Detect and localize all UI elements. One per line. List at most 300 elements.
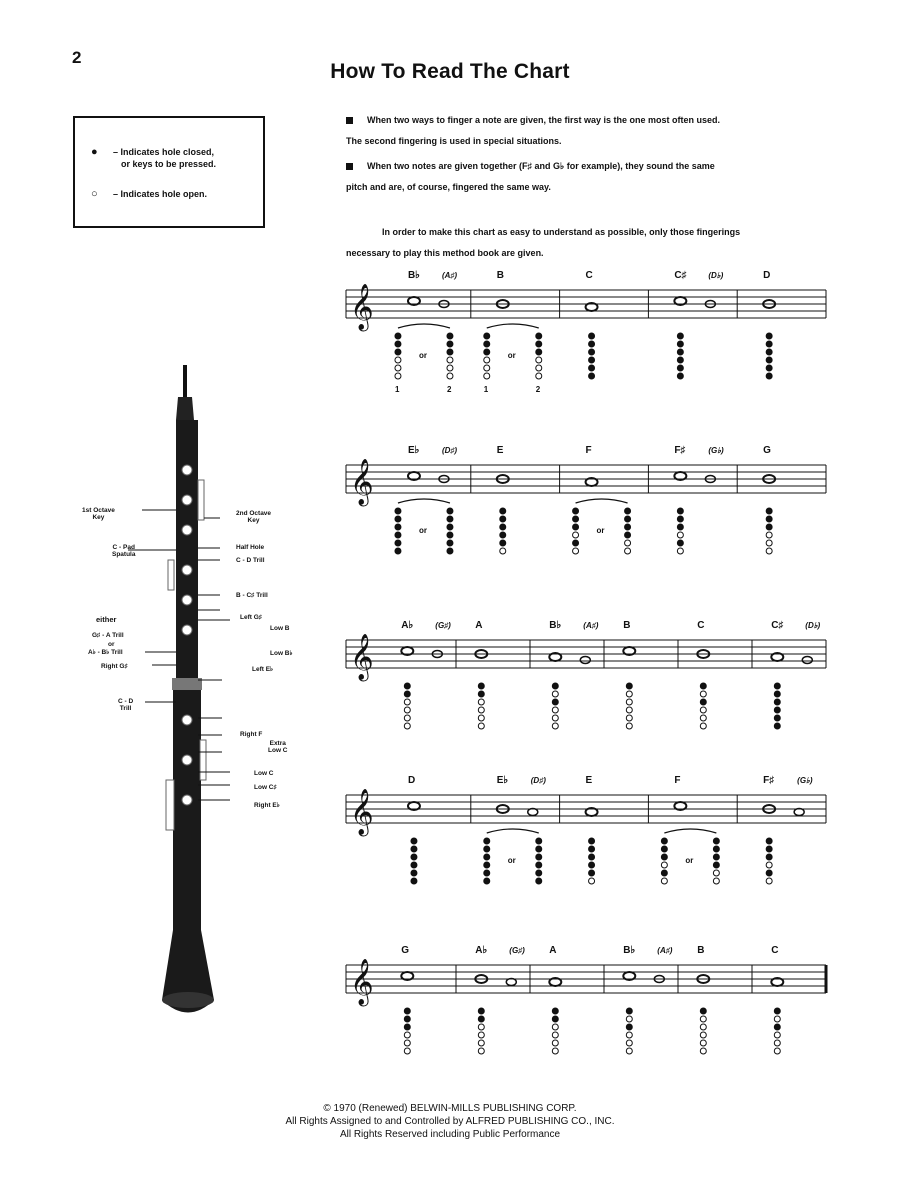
closed-hole-icon bbox=[589, 333, 595, 339]
open-hole-icon bbox=[625, 548, 631, 554]
oboe-label-or: or bbox=[108, 641, 115, 648]
closed-hole-icon bbox=[677, 508, 683, 514]
closed-hole-icon bbox=[484, 333, 490, 339]
open-hole-icon bbox=[677, 548, 683, 554]
note-name: C♯ bbox=[674, 270, 687, 281]
closed-hole-icon bbox=[500, 524, 506, 530]
note-name: F♯ bbox=[674, 445, 686, 456]
enharmonic-name: (D♭) bbox=[708, 271, 724, 280]
closed-hole-icon bbox=[589, 862, 595, 868]
closed-hole-icon bbox=[700, 699, 706, 705]
note-name: D bbox=[763, 270, 771, 281]
closed-hole-icon bbox=[500, 508, 506, 514]
alt-bracket bbox=[487, 324, 539, 328]
note-name: B♭ bbox=[549, 620, 562, 631]
closed-hole-icon bbox=[677, 349, 683, 355]
closed-hole-icon bbox=[700, 1008, 706, 1014]
note-name: G bbox=[401, 945, 410, 956]
open-hole-icon bbox=[395, 357, 401, 363]
open-hole-icon bbox=[484, 373, 490, 379]
closed-hole-icon bbox=[774, 1024, 780, 1030]
alt-bracket bbox=[398, 499, 450, 503]
open-hole-icon bbox=[478, 723, 484, 729]
enharmonic-note bbox=[580, 657, 590, 664]
alt-fingering-number: 1 bbox=[483, 385, 489, 394]
oboe-label-c-d-trill: C - D Trill bbox=[236, 557, 265, 564]
closed-hole-icon bbox=[766, 341, 772, 347]
closed-hole-icon bbox=[661, 854, 667, 860]
closed-hole-icon bbox=[447, 349, 453, 355]
closed-hole-icon bbox=[766, 357, 772, 363]
enharmonic-note bbox=[802, 657, 812, 664]
copyright bbox=[0, 1102, 900, 1141]
alt-fingering-number: 2 bbox=[446, 385, 452, 394]
closed-hole-icon bbox=[766, 838, 772, 844]
closed-hole-icon bbox=[536, 878, 542, 884]
enharmonic-note bbox=[506, 979, 516, 986]
open-hole-icon bbox=[552, 691, 558, 697]
closed-hole-icon bbox=[661, 870, 667, 876]
closed-hole-icon bbox=[395, 532, 401, 538]
note-name: D bbox=[407, 775, 416, 786]
oboe-label-right-f: Right F bbox=[240, 731, 263, 738]
closed-hole-icon bbox=[589, 373, 595, 379]
open-hole-icon bbox=[478, 1040, 484, 1046]
closed-hole-icon bbox=[713, 854, 719, 860]
closed-hole-icon bbox=[552, 1008, 558, 1014]
closed-hole-icon bbox=[395, 508, 401, 514]
closed-hole-icon bbox=[484, 862, 490, 868]
closed-hole-icon bbox=[447, 548, 453, 554]
open-hole-icon bbox=[626, 1016, 632, 1022]
closed-hole-icon bbox=[677, 333, 683, 339]
closed-hole-icon bbox=[447, 516, 453, 522]
open-hole-icon bbox=[700, 1024, 706, 1030]
closed-hole-icon bbox=[573, 524, 579, 530]
open-hole-icon bbox=[536, 373, 542, 379]
note-name: A♭ bbox=[475, 945, 488, 956]
enharmonic-name: (A♯) bbox=[583, 621, 599, 630]
enharmonic-note bbox=[528, 809, 538, 816]
note-name: G bbox=[763, 445, 771, 456]
closed-hole-icon bbox=[766, 373, 772, 379]
note-name: A bbox=[475, 620, 483, 631]
closed-hole-icon bbox=[573, 508, 579, 514]
enharmonic-name: (G♯) bbox=[509, 946, 525, 955]
oboe-label-either: either bbox=[96, 615, 117, 624]
closed-hole-icon bbox=[625, 532, 631, 538]
open-hole-icon bbox=[766, 548, 772, 554]
oboe-label-2nd-octave: 2nd Octave Key bbox=[236, 510, 272, 524]
oboe-label-left-eb: Left E♭ bbox=[252, 666, 274, 673]
closed-hole-icon bbox=[484, 838, 490, 844]
note-name: B♭ bbox=[623, 945, 636, 956]
open-hole-icon bbox=[404, 1048, 410, 1054]
closed-hole-icon bbox=[447, 508, 453, 514]
closed-hole-icon bbox=[774, 1008, 780, 1014]
closed-hole-icon bbox=[447, 524, 453, 530]
open-hole-icon bbox=[626, 707, 632, 713]
oboe-label-c-d-trill-2: C - D Trill bbox=[118, 698, 134, 712]
open-hole-icon bbox=[774, 1016, 780, 1022]
open-hole-icon bbox=[478, 1032, 484, 1038]
closed-hole-icon bbox=[626, 1024, 632, 1030]
closed-hole-icon bbox=[484, 846, 490, 852]
closed-hole-icon bbox=[677, 357, 683, 363]
open-hole-icon bbox=[536, 357, 542, 363]
open-hole-icon bbox=[625, 540, 631, 546]
or-label: or bbox=[596, 526, 605, 535]
oboe-label-extra-low-c: Extra Low C bbox=[268, 740, 288, 754]
closed-hole-icon bbox=[774, 691, 780, 697]
closed-hole-icon bbox=[677, 516, 683, 522]
closed-hole-icon bbox=[589, 365, 595, 371]
closed-hole-icon bbox=[589, 846, 595, 852]
closed-hole-icon bbox=[589, 349, 595, 355]
open-hole-icon bbox=[552, 1040, 558, 1046]
note-name: C bbox=[585, 270, 593, 281]
closed-hole-icon bbox=[677, 341, 683, 347]
open-hole-icon bbox=[395, 365, 401, 371]
closed-hole-icon bbox=[774, 683, 780, 689]
open-hole-icon bbox=[552, 707, 558, 713]
enharmonic-name: (A♯) bbox=[441, 271, 458, 280]
closed-hole-icon bbox=[766, 333, 772, 339]
open-hole-icon bbox=[552, 1032, 558, 1038]
or-label: or bbox=[507, 856, 516, 865]
open-hole-icon bbox=[661, 862, 667, 868]
note-name: F♯ bbox=[763, 775, 775, 786]
closed-hole-icon bbox=[395, 548, 401, 554]
closed-hole-icon bbox=[589, 341, 595, 347]
open-hole-icon bbox=[626, 691, 632, 697]
closed-hole-icon bbox=[411, 862, 417, 868]
closed-hole-icon bbox=[411, 854, 417, 860]
open-hole-icon bbox=[395, 373, 401, 379]
closed-hole-icon bbox=[774, 707, 780, 713]
closed-hole-icon bbox=[766, 508, 772, 514]
closed-hole-icon bbox=[404, 1016, 410, 1022]
closed-hole-icon bbox=[713, 846, 719, 852]
open-hole-icon bbox=[626, 1048, 632, 1054]
oboe-label-1st-octave: 1st Octave Key bbox=[82, 507, 115, 521]
alt-bracket bbox=[398, 324, 450, 328]
closed-hole-icon bbox=[626, 683, 632, 689]
closed-hole-icon bbox=[478, 691, 484, 697]
legend-open-text: – Indicates hole open. bbox=[113, 189, 208, 199]
open-hole-icon bbox=[589, 878, 595, 884]
or-label: or bbox=[418, 351, 427, 360]
open-hole-icon bbox=[447, 373, 453, 379]
alt-bracket bbox=[576, 499, 628, 503]
treble-clef-icon: 𝄞 bbox=[350, 634, 374, 680]
open-hole-icon bbox=[552, 715, 558, 721]
closed-hole-icon bbox=[500, 516, 506, 522]
closed-hole-icon bbox=[411, 846, 417, 852]
open-hole-icon: ○ bbox=[91, 188, 98, 200]
open-hole-icon bbox=[700, 723, 706, 729]
open-hole-icon bbox=[404, 723, 410, 729]
closed-hole-icon bbox=[774, 699, 780, 705]
closed-hole-icon bbox=[573, 516, 579, 522]
closed-hole-icon bbox=[395, 516, 401, 522]
open-hole-icon bbox=[404, 1040, 410, 1046]
closed-hole-icon bbox=[677, 365, 683, 371]
open-hole-icon bbox=[626, 723, 632, 729]
legend-closed-text-2: or keys to be pressed. bbox=[121, 159, 217, 169]
closed-hole-icon bbox=[395, 333, 401, 339]
open-hole-icon bbox=[774, 1032, 780, 1038]
open-hole-icon bbox=[404, 699, 410, 705]
closed-hole-icon bbox=[395, 524, 401, 530]
instruction-3b: necessary to play this method book are given. bbox=[346, 248, 544, 258]
or-label: or bbox=[685, 856, 694, 865]
open-hole-icon bbox=[700, 691, 706, 697]
open-hole-icon bbox=[700, 1040, 706, 1046]
open-hole-icon bbox=[500, 548, 506, 554]
closed-hole-icon bbox=[536, 349, 542, 355]
closed-hole-icon bbox=[713, 838, 719, 844]
or-label: or bbox=[418, 526, 427, 535]
legend-closed-text-1: – Indicates hole closed, bbox=[113, 147, 215, 157]
open-hole-icon bbox=[626, 1032, 632, 1038]
open-hole-icon bbox=[700, 1016, 706, 1022]
enharmonic-note bbox=[794, 809, 804, 816]
closed-hole-icon bbox=[766, 349, 772, 355]
oboe-label-low-bb: Low B♭ bbox=[270, 650, 293, 657]
closed-hole-icon bbox=[774, 715, 780, 721]
open-hole-icon bbox=[404, 1032, 410, 1038]
closed-hole-icon bbox=[404, 691, 410, 697]
open-hole-icon bbox=[626, 715, 632, 721]
open-hole-icon bbox=[661, 878, 667, 884]
closed-hole-icon bbox=[713, 862, 719, 868]
open-hole-icon bbox=[478, 1024, 484, 1030]
closed-hole-icon bbox=[536, 862, 542, 868]
closed-hole-icon bbox=[573, 540, 579, 546]
closed-hole-icon bbox=[677, 524, 683, 530]
closed-hole-icon bbox=[552, 699, 558, 705]
closed-hole-icon bbox=[536, 870, 542, 876]
closed-hole-icon bbox=[626, 1008, 632, 1014]
closed-hole-icon bbox=[766, 846, 772, 852]
instruction-3a: In order to make this chart as easy to understand as possible, only those fingerings bbox=[382, 227, 741, 237]
instruction-1b: The second fingering is used in special situations. bbox=[346, 136, 562, 146]
closed-hole-icon bbox=[661, 846, 667, 852]
closed-hole-icon bbox=[478, 683, 484, 689]
closed-hole-icon bbox=[484, 854, 490, 860]
open-hole-icon bbox=[626, 699, 632, 705]
note-name: E bbox=[585, 775, 593, 786]
open-hole-icon bbox=[536, 365, 542, 371]
open-hole-icon bbox=[700, 1048, 706, 1054]
closed-hole-icon bbox=[447, 540, 453, 546]
alt-bracket bbox=[487, 829, 539, 833]
enharmonic-name: (G♭) bbox=[797, 776, 813, 785]
closed-hole-icon bbox=[625, 508, 631, 514]
oboe-label-left-gs: Left G♯ bbox=[240, 614, 263, 621]
open-hole-icon bbox=[573, 532, 579, 538]
note-name: E♭ bbox=[496, 775, 509, 786]
closed-hole-icon bbox=[589, 854, 595, 860]
open-hole-icon bbox=[484, 365, 490, 371]
open-hole-icon bbox=[447, 357, 453, 363]
note-name: E♭ bbox=[407, 445, 420, 456]
closed-hole-icon bbox=[536, 341, 542, 347]
oboe-label-low-c: Low C bbox=[254, 770, 274, 777]
open-hole-icon bbox=[478, 699, 484, 705]
oboe-label-half-hole: Half Hole bbox=[236, 544, 265, 551]
closed-hole-icon bbox=[411, 838, 417, 844]
open-hole-icon bbox=[484, 357, 490, 363]
open-hole-icon bbox=[700, 715, 706, 721]
oboe-label-c-pad: C - Pad Spatula bbox=[112, 544, 136, 558]
closed-hole-icon bbox=[552, 1016, 558, 1022]
instruction-1a: When two ways to finger a note are given, the first way is the one most often used. bbox=[367, 115, 721, 125]
oboe-label-gs-a-trill: G♯ - A Trill bbox=[92, 632, 124, 639]
closed-hole-icon bbox=[677, 373, 683, 379]
open-hole-icon bbox=[478, 715, 484, 721]
closed-hole-icon bbox=[552, 683, 558, 689]
page-title: How To Read The Chart bbox=[330, 60, 570, 83]
open-hole-icon bbox=[677, 532, 683, 538]
closed-hole-icon bbox=[766, 516, 772, 522]
closed-hole-icon bbox=[536, 333, 542, 339]
open-hole-icon bbox=[573, 548, 579, 554]
oboe-label-right-eb: Right E♭ bbox=[254, 802, 280, 809]
note-name: A bbox=[549, 945, 557, 956]
note-name: C bbox=[771, 945, 779, 956]
oboe-label-low-b: Low B bbox=[270, 625, 290, 632]
closed-hole-icon bbox=[536, 854, 542, 860]
open-hole-icon bbox=[766, 878, 772, 884]
open-hole-icon bbox=[700, 707, 706, 713]
oboe-label-ab-bb-trill: A♭ - B♭ Trill bbox=[88, 649, 123, 656]
open-hole-icon bbox=[766, 862, 772, 868]
enharmonic-name: (D♯) bbox=[441, 446, 458, 455]
copyright-line-1: © 1970 (Renewed) BELWIN-MILLS PUBLISHING CORP. bbox=[323, 1103, 577, 1114]
closed-hole-icon bbox=[589, 870, 595, 876]
closed-hole-icon bbox=[589, 357, 595, 363]
closed-hole-icon bbox=[661, 838, 667, 844]
open-hole-icon bbox=[478, 1048, 484, 1054]
open-hole-icon bbox=[626, 1040, 632, 1046]
closed-hole-icon bbox=[625, 524, 631, 530]
alt-bracket bbox=[664, 829, 716, 833]
open-hole-icon bbox=[766, 532, 772, 538]
enharmonic-name: (D♯) bbox=[530, 776, 546, 785]
closed-hole-icon bbox=[484, 870, 490, 876]
note-name: A♭ bbox=[401, 620, 414, 631]
open-hole-icon bbox=[447, 365, 453, 371]
closed-hole-icon bbox=[625, 516, 631, 522]
oboe-label-right-gs: Right G♯ bbox=[101, 663, 128, 670]
closed-hole-icon bbox=[404, 1008, 410, 1014]
open-hole-icon bbox=[552, 1048, 558, 1054]
open-hole-icon bbox=[774, 1048, 780, 1054]
closed-hole-icon bbox=[766, 365, 772, 371]
alt-fingering-number: 2 bbox=[535, 385, 541, 394]
page-number: 2 bbox=[72, 48, 82, 67]
closed-hole-icon bbox=[447, 532, 453, 538]
closed-hole-icon bbox=[500, 532, 506, 538]
closed-hole-icon bbox=[395, 341, 401, 347]
or-label: or bbox=[507, 351, 516, 360]
note-name: B bbox=[697, 945, 705, 956]
closed-hole-icon bbox=[536, 838, 542, 844]
closed-hole-icon bbox=[395, 349, 401, 355]
closed-hole-icon bbox=[447, 341, 453, 347]
copyright-line-2: All Rights Assigned to and Controlled by ALFRED PUBLISHING CO., INC. bbox=[285, 1116, 615, 1127]
treble-clef-icon: 𝄞 bbox=[350, 459, 374, 505]
closed-hole-icon bbox=[411, 878, 417, 884]
closed-hole-icon bbox=[766, 854, 772, 860]
note-name: E bbox=[496, 445, 504, 456]
closed-hole-icon bbox=[478, 1016, 484, 1022]
instruction-2b: pitch and are, of course, fingered the same way. bbox=[346, 182, 551, 192]
closed-hole-icon bbox=[404, 683, 410, 689]
closed-hole-icon bbox=[447, 333, 453, 339]
open-hole-icon bbox=[404, 707, 410, 713]
note-name: C♯ bbox=[771, 620, 784, 631]
copyright-line-3: All Rights Reserved including Public Performance bbox=[339, 1129, 561, 1140]
note-name: B♭ bbox=[407, 270, 420, 281]
closed-hole-icon bbox=[395, 540, 401, 546]
closed-hole-icon bbox=[411, 870, 417, 876]
closed-hole-icon bbox=[484, 878, 490, 884]
alt-fingering-number: 1 bbox=[394, 385, 400, 394]
open-hole-icon bbox=[478, 707, 484, 713]
open-hole-icon bbox=[713, 878, 719, 884]
open-hole-icon bbox=[404, 715, 410, 721]
treble-clef-icon: 𝄞 bbox=[350, 959, 374, 1005]
open-hole-icon bbox=[552, 1024, 558, 1030]
closed-hole-icon bbox=[774, 723, 780, 729]
open-hole-icon bbox=[766, 540, 772, 546]
note-name: F bbox=[585, 445, 592, 456]
closed-hole-icon bbox=[766, 870, 772, 876]
note-name: B bbox=[496, 270, 504, 281]
instruction-2a: When two notes are given together (F♯ and G♭ for example), they sound the same bbox=[367, 161, 715, 171]
note-name: C bbox=[697, 620, 705, 631]
closed-hole-icon bbox=[700, 683, 706, 689]
closed-hole-icon bbox=[478, 1008, 484, 1014]
closed-hole-icon bbox=[536, 846, 542, 852]
enharmonic-name: (D♭) bbox=[805, 621, 821, 630]
enharmonic-name: (A♯) bbox=[657, 946, 673, 955]
closed-hole-icon: ● bbox=[91, 146, 98, 158]
closed-hole-icon bbox=[766, 524, 772, 530]
treble-clef-icon: 𝄞 bbox=[350, 789, 374, 835]
treble-clef-icon: 𝄞 bbox=[350, 284, 374, 330]
closed-hole-icon bbox=[484, 349, 490, 355]
note-name: F bbox=[674, 775, 681, 786]
closed-hole-icon bbox=[404, 1024, 410, 1030]
oboe-label-b-cs-trill: B - C♯ Trill bbox=[236, 592, 268, 599]
note-name: B bbox=[623, 620, 631, 631]
closed-hole-icon bbox=[500, 540, 506, 546]
oboe-label-low-cs: Low C♯ bbox=[254, 784, 277, 791]
open-hole-icon bbox=[713, 870, 719, 876]
closed-hole-icon bbox=[589, 838, 595, 844]
closed-hole-icon bbox=[677, 540, 683, 546]
closed-hole-icon bbox=[484, 341, 490, 347]
enharmonic-name: (G♯) bbox=[435, 621, 451, 630]
open-hole-icon bbox=[700, 1032, 706, 1038]
enharmonic-name: (G♭) bbox=[708, 446, 724, 455]
open-hole-icon bbox=[552, 723, 558, 729]
open-hole-icon bbox=[774, 1040, 780, 1046]
